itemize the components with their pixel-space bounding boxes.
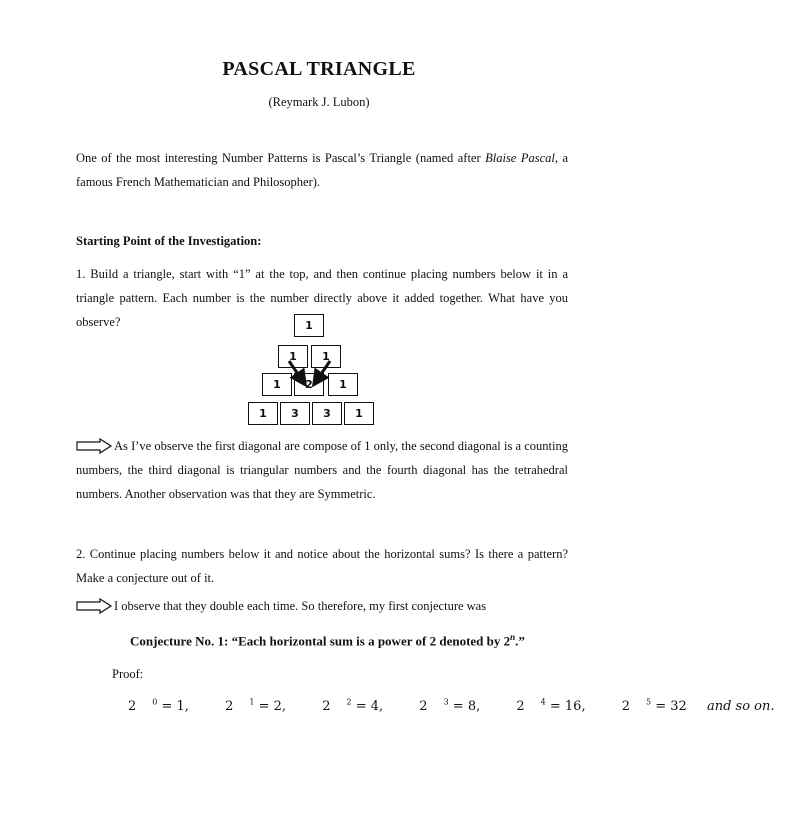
power-term: 2 $^3$ = 8, [419, 698, 481, 715]
power-term: 2 $^0$ = 1, [128, 698, 189, 715]
intro-text-2: , a famous French Mathematician and Philosopher). [76, 151, 568, 189]
proof-label: Proof: [112, 667, 144, 681]
section-heading: Starting Point of the Investigation: [76, 234, 262, 248]
intro-name: Blaise Pascal [485, 151, 555, 165]
page-title: PASCAL TRIANGLE [222, 58, 416, 80]
observation-2: I observe that they double each time. So therefore, my first conjecture was [114, 599, 487, 613]
conjecture-1 [130, 632, 525, 649]
power-term: 2 $^4$ = 16, [516, 698, 586, 715]
triangle-cell: 2 [294, 373, 324, 396]
power-term: 2 $^5$ = 32 and so on. [621, 698, 775, 715]
powers-of-two [128, 698, 791, 714]
triangle-cell: 1 [278, 345, 308, 368]
triangle-cell: 1 [311, 345, 341, 368]
conjecture-text: Conjecture No. 1: “Each horizontal sum is a power of 2 denoted by 2 [130, 633, 511, 649]
triangle-cell: 3 [280, 402, 310, 425]
triangle-cell: 1 [344, 402, 374, 425]
triangle-cell: 1 [248, 402, 278, 425]
conjecture-exponent: n [510, 632, 516, 642]
power-term: 2 $^1$ = 2, [225, 698, 287, 715]
author-line: (Reymark J. Lubon) [268, 95, 370, 109]
right-arrow-icon [76, 598, 112, 614]
observation-1: As I’ve observe the first diagonal are compose of 1 only, the second diagonal is a counting numbers, the third diagonal is triangular numbers and the fourth diagonal has the tetrahedral numbers. Another observation was that they are Symmetric. [76, 439, 568, 501]
triangle-cell: 1 [294, 314, 324, 337]
question-1: 1. Build a triangle, start with “1” at the top, and then continue placing numbers below it in a triangle pattern. Each number is the number directly above it added together. What have you observe? [76, 267, 568, 329]
triangle-cell: 1 [328, 373, 358, 396]
intro-text-1: One of the most interesting Number Patterns is Pascal’s Triangle (named after [76, 151, 486, 165]
powers-tail: and so on. [706, 699, 775, 715]
question-2: 2. Continue placing numbers below it and notice about the horizontal sums? Is there a pattern? Make a conjecture out of it. [76, 547, 568, 585]
conjecture-end: .” [515, 633, 525, 649]
triangle-cell: 1 [262, 373, 292, 396]
triangle-cell: 3 [312, 402, 342, 425]
power-term: 2 $^2$ = 4, [322, 698, 384, 715]
